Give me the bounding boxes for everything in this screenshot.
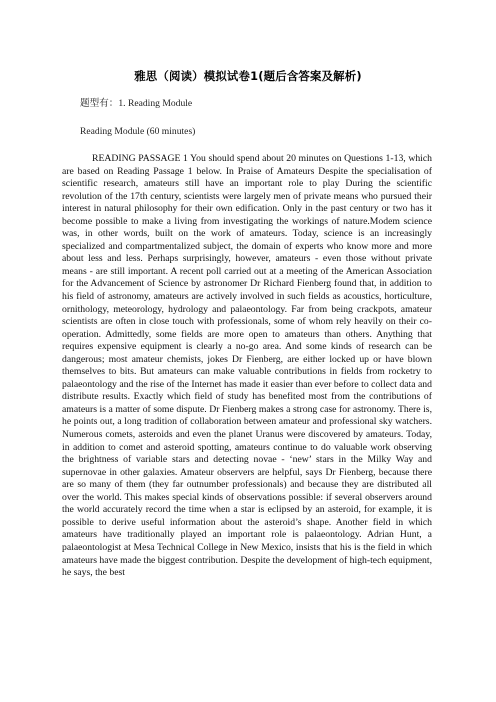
question-types-line: 题型有：1. Reading Module — [80, 98, 193, 109]
passage-body — [62, 153, 432, 580]
document-title: 雅思（阅读）模拟试卷1(题后含答案及解析) — [134, 69, 362, 83]
passage-paragraph: READING PASSAGE 1 You should spend about 20 minutes on Questions 1-13, which are based on Reading Passage 1 below. In Praise of Amateurs Despite the specialisation of scientific research, amateurs still have an important role to play During the scientific revolution of the 17th century, scientists were largely men of private means who pursued their interest in natural philosophy for their own edification. Only in the past century or two has it become possible to make a living from investigating the workings of nature.Modem science was, in other words, built on the work of amateurs. Today, science is an increasingly specialized and compartmentalized subject, the domain of experts who know more and more about less and less. Perhaps surprisingly, however, amateurs - even those without private means - are still important. A recent poll carried out at a meeting of the American Association for the Advancement of Science by astronomer Dr Richard Fienberg found that, in addition to his field of astronomy, amateurs are actively involved in such fields as acoustics, horticulture, ornithology, meteorology, hydrology and palaeontology. Far from being crackpots, amateur scientists are often in close touch with professionals, some of whom rely heavily on their co-operation. Admittedly, some fields are more open to amateurs than others. Anything that requires expensive equipment is clearly a no-go area. And some kinds of research can be dangerous; most amateur chemists, jokes Dr Fienberg, are either locked up or have blown themselves to bits. But amateurs can make valuable contributions in fields from rocketry to palaeontology and the rise of the Internet has made it easier than ever before to collect data and distribute results. Exactly which field of study has benefited most from the contributions of amateurs is a matter of some dispute. Dr Fienberg makes a strong case for astronomy. There is, he points out, a long tradition of collaboration between amateur and professional sky watchers. Numerous comets, asteroids and even the planet Uranus were discovered by amateurs. Today, in addition to comet and asteroid spotting, amateurs continue to do valuable work observing the brightness of variable stars and detecting novae - ‘new’ stars in the Milky Way and supernovae in other galaxies. Amateur observers are helpful, says Dr Fienberg, because there are so many of them (they far outnumber professionals) and because they are distributed all over the world. This makes special kinds of observations possible: if several observers around the world accurately record the time when a star is eclipsed by an asteroid, for example, it is possible to derive useful information about the asteroid’s shape. Another field in which amateurs have traditionally played an important role is palaeontology. Adrian Hunt, a palaeontologist at Mesa Technical College in New Mexico, insists that his is the field in which amateurs have made the biggest contribution. Despite the development of high-tech equipment, he says, the best — [62, 153, 432, 579]
module-heading: Reading Module (60 minutes) — [80, 126, 196, 137]
